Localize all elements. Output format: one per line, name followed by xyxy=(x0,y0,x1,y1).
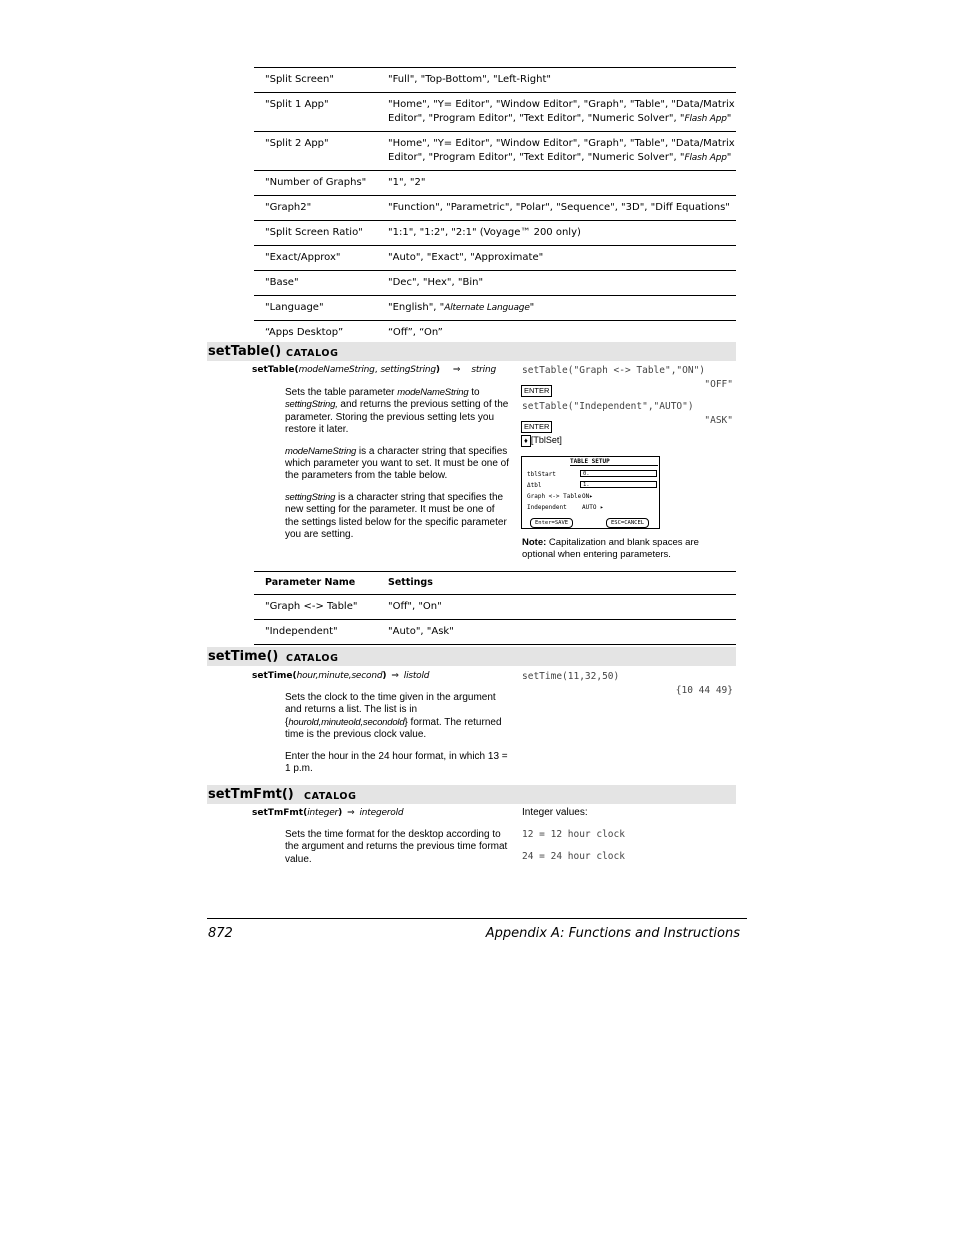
example-label: Integer values: xyxy=(522,807,588,818)
mode-settings: "Dec", "Hex", "Bin" xyxy=(377,271,736,296)
example-code: setTime(11,32,50) xyxy=(522,671,620,682)
example-code: setTable("Independent","AUTO") xyxy=(522,401,694,412)
table-row xyxy=(254,93,736,132)
arrow-icon: ⇒ xyxy=(347,808,355,818)
mode-settings: "1:1", "1:2", "2:1" (Voyage™ 200 only) xyxy=(377,221,736,246)
syntax-line: setTmFmt(integer) ⇒ integerold xyxy=(252,808,404,818)
example-code: setTable("Graph <-> Table","ON") xyxy=(522,365,706,376)
catalog-label: CATALOG xyxy=(286,348,339,359)
enter-key: ENTER xyxy=(521,416,552,434)
tblset-keys: ♦ [TblSet] xyxy=(521,435,562,447)
table-row xyxy=(254,246,736,271)
footer-divider xyxy=(207,918,747,919)
description xyxy=(285,692,511,784)
mode-name: "Language" xyxy=(254,296,377,321)
example-result: "ASK" xyxy=(704,415,733,426)
cancel-button: ESC=CANCEL xyxy=(606,518,649,528)
paragraph: Sets the clock to the time given in the argument and returns a list. The list is in {hourold,minuteold,secondold} format. The returned time is the previous clock value. xyxy=(285,692,502,741)
mode-name: "Split Screen Ratio" xyxy=(254,221,377,246)
table-row xyxy=(254,68,736,93)
example-code: 12 = 12 hour clock xyxy=(522,829,625,840)
mode-name: “Apps Desktop” xyxy=(254,321,377,346)
table-header-row: Parameter Name Settings xyxy=(254,572,736,595)
mode-name: "Graph2" xyxy=(254,196,377,221)
section-title: setTmFmt() xyxy=(208,787,294,802)
syntax-line: setTable(modeNameString, settingString) ⇒ string xyxy=(252,365,496,375)
page-number: 872 xyxy=(208,926,233,941)
catalog-label: CATALOG xyxy=(286,653,339,664)
arrow-icon: ⇒ xyxy=(452,365,461,375)
mode-name: "Number of Graphs" xyxy=(254,171,377,196)
section-header-settable xyxy=(207,342,736,361)
mode-settings: "Full", "Top-Bottom", "Left-Right" xyxy=(377,68,736,93)
mode-settings: "1", "2" xyxy=(377,171,736,196)
enter-key: ENTER xyxy=(521,380,552,398)
paragraph: modeNameString is a character string that specifies which parameter you want to set. It must be one of the parameters from the table below. xyxy=(285,445,510,482)
save-button: Enter=SAVE xyxy=(530,518,573,528)
mode-settings: "Function", "Parametric", "Polar", "Sequence", "3D", "Diff Equations" xyxy=(377,196,736,221)
example-result: "OFF" xyxy=(704,379,733,390)
table-row xyxy=(254,271,736,296)
table-row: "Graph <-> Table" "Off", "On" xyxy=(254,595,736,620)
catalog-label: CATALOG xyxy=(304,791,357,802)
table-row xyxy=(254,221,736,246)
screen-title: TABLE SETUP xyxy=(570,458,610,465)
section-title: setTime() xyxy=(208,649,279,664)
paragraph: Sets the table parameter modeNameString to settingString, and returns the previous setting of the parameter. Storing the previous setting lets you restore it later. xyxy=(285,387,509,436)
mode-settings: "Home", "Y= Editor", "Window Editor", "Graph", "Table", "Data/Matrix Editor", "Program Editor", "Text Editor", "Numeric Solver", "Flash App" xyxy=(377,93,736,132)
section-title: setTable() xyxy=(208,344,282,359)
section-header-settime xyxy=(207,647,736,666)
example-result: {10 44 49} xyxy=(675,685,733,696)
footer-title: Appendix A: Functions and Instructions xyxy=(485,926,740,941)
mode-name: "Split Screen" xyxy=(254,68,377,93)
mode-name: "Exact/Approx" xyxy=(254,246,377,271)
syntax-line: setTime(hour,minute,second) ⇒ listold xyxy=(252,671,430,681)
diamond-key-icon: ♦ xyxy=(521,435,531,447)
table-row: "Independent" "Auto", "Ask" xyxy=(254,620,736,645)
table-row xyxy=(254,196,736,221)
mode-settings: "English", "Alternate Language" xyxy=(377,296,736,321)
table-row xyxy=(254,132,736,171)
paragraph: settingString is a character string that specifies the new setting for the parameter. It must be one of the settings listed below for the specific parameter you are setting. xyxy=(285,491,507,541)
note: Note: Capitalization and blank spaces are optional when entering parameters. xyxy=(522,537,699,560)
mode-settings-table xyxy=(254,67,736,346)
example-code: 24 = 24 hour clock xyxy=(522,851,625,862)
settable-parameter-table xyxy=(254,571,736,645)
mode-name: "Base" xyxy=(254,271,377,296)
paragraph: Enter the hour in the 24 hour format, in which 13 = 1 p.m. xyxy=(285,750,508,775)
arrow-icon: ⇒ xyxy=(391,671,399,681)
description xyxy=(285,829,511,875)
table-row xyxy=(254,296,736,321)
section-header-settmfmt xyxy=(207,785,736,804)
paragraph: Sets the time format for the desktop according to the argument and returns the previous time format value. xyxy=(285,829,508,865)
mode-settings: "Home", "Y= Editor", "Window Editor", "Graph", "Table", "Data/Matrix Editor", "Program Editor", "Text Editor", "Numeric Solver", "Flash App" xyxy=(377,132,736,171)
mode-settings: “Off”, “On” xyxy=(377,321,736,346)
mode-name: "Split 1 App" xyxy=(254,93,377,132)
mode-name: "Split 2 App" xyxy=(254,132,377,171)
mode-settings: "Auto", "Exact", "Approximate" xyxy=(377,246,736,271)
table-row xyxy=(254,171,736,196)
calculator-screen: TABLE SETUP tblStart 0. Δtbl 1. Graph <-> Table ON▸ Independent AUTO ▸ Enter=SAVE ESC=CANCEL xyxy=(521,456,660,529)
description xyxy=(285,387,511,550)
